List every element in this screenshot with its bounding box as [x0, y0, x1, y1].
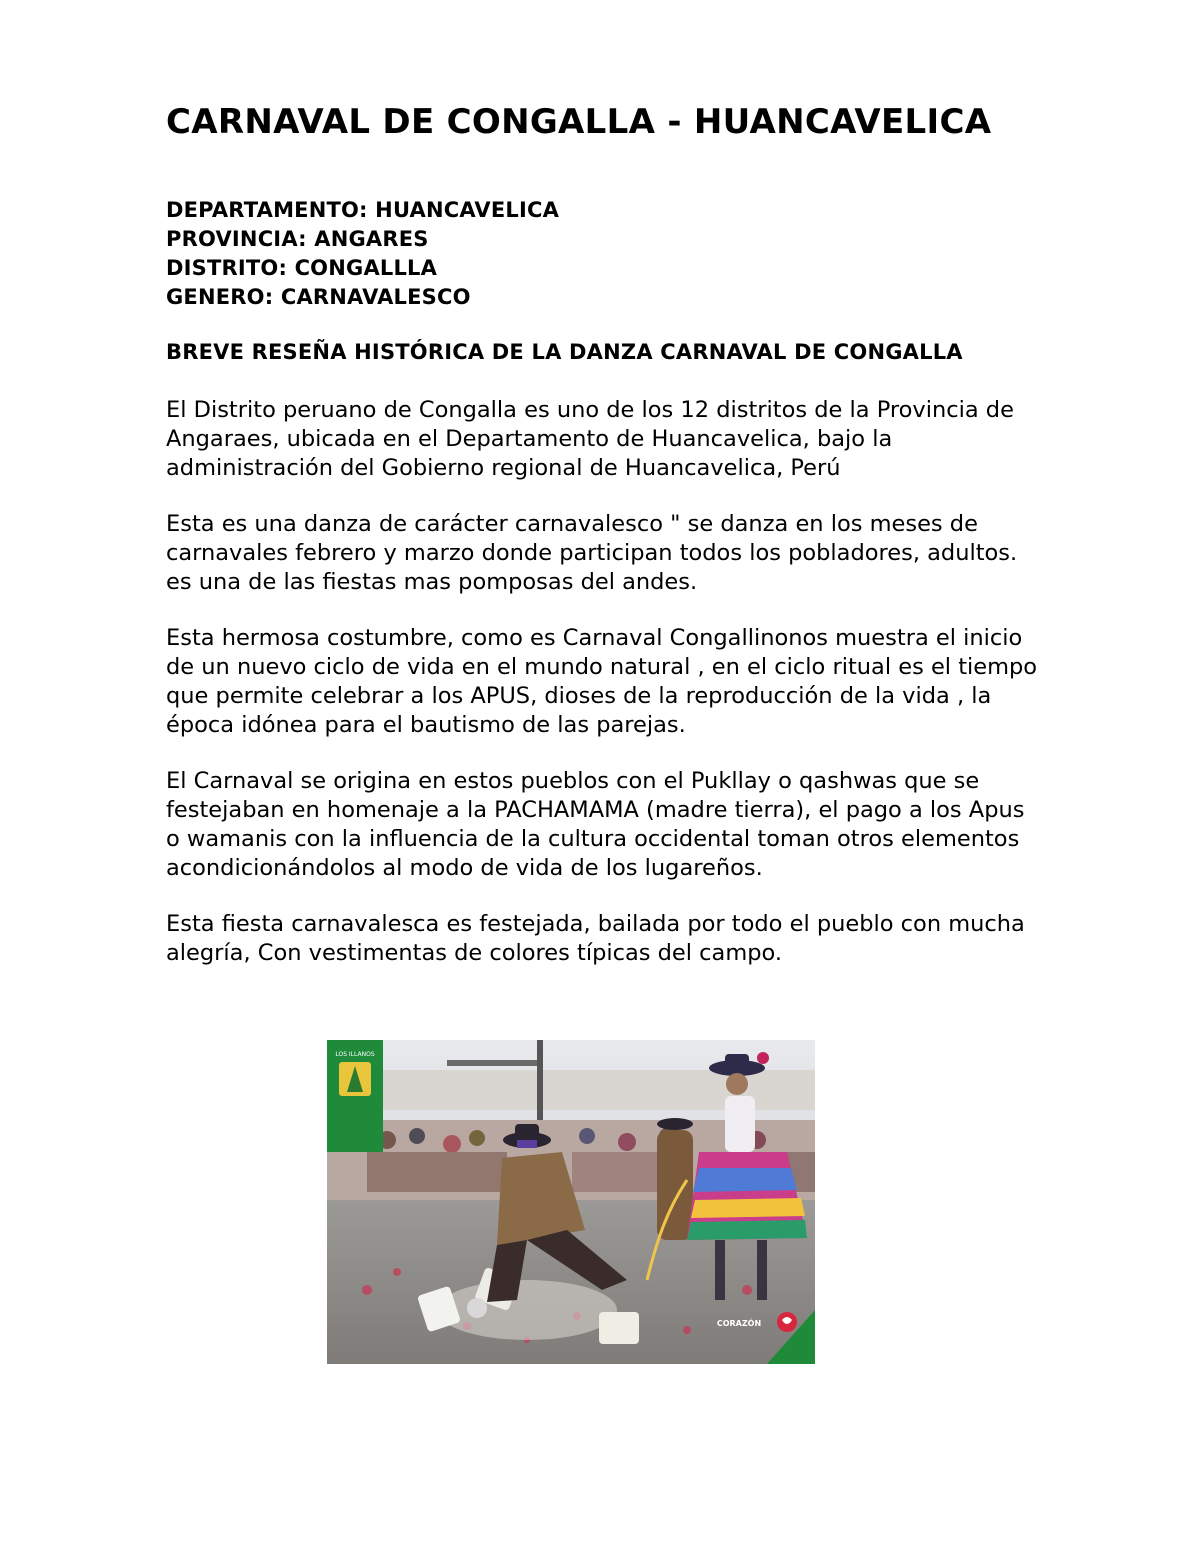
document-title: CARNAVAL DE CONGALLA - HUANCAVELICA — [166, 102, 992, 142]
paragraph-5: Esta fiesta carnavalesca es festejada, bailada por todo el pueblo con mucha alegría, Con vestimentas de colores típicas del campo. — [166, 911, 1025, 966]
meta-department: DEPARTAMENTO: HUANCAVELICA — [166, 198, 560, 222]
meta-district: DISTRITO: CONGALLLA — [166, 256, 438, 280]
paragraph-4: El Carnaval se origina en estos pueblos con el Pukllay o qashwas que se festejaban en homenaje a la PACHAMAMA (madre tierra), el pago a los Apus o wamanis con la influencia de la cultura occidental toman otros elementos acondicionándolos al modo de vida de los lugareños. — [166, 768, 1025, 881]
photo-logo-text: LOS ILLANOS — [335, 1051, 375, 1058]
paragraph-1: El Distrito peruano de Congalla es uno de los 12 distritos de la Provincia de Angaraes, ubicada en el Departamento de Huancavelica, bajo la administración del Gobierno regional de Huancavelica, Perú — [166, 397, 1014, 481]
meta-genre: GENERO: CARNAVALESCO — [166, 285, 471, 309]
paragraph-2: Esta es una danza de carácter carnavalesco " se danza en los meses de carnavales febrero y marzo donde participan todos los pobladores, adultos. es una de las fiestas mas pomposas del andes. — [166, 511, 1018, 595]
section-heading: BREVE RESEÑA HISTÓRICA DE LA DANZA CARNAVAL DE CONGALLA — [166, 340, 963, 364]
photo-brand-text: CORAZÓN — [716, 1319, 762, 1328]
metadata-block — [166, 196, 559, 312]
paragraph-3: Esta hermosa costumbre, como es Carnaval Congallinonos muestra el inicio de un nuevo ciclo de vida en el mundo natural , en el ciclo ritual es el tiempo que permite celebrar a los APUS, dioses de la reproducción de la vida , la época idónea para el bautismo de las parejas. — [166, 625, 1038, 738]
meta-province: PROVINCIA: ANGARES — [166, 227, 429, 251]
carnival-dance-photo — [327, 1040, 815, 1364]
